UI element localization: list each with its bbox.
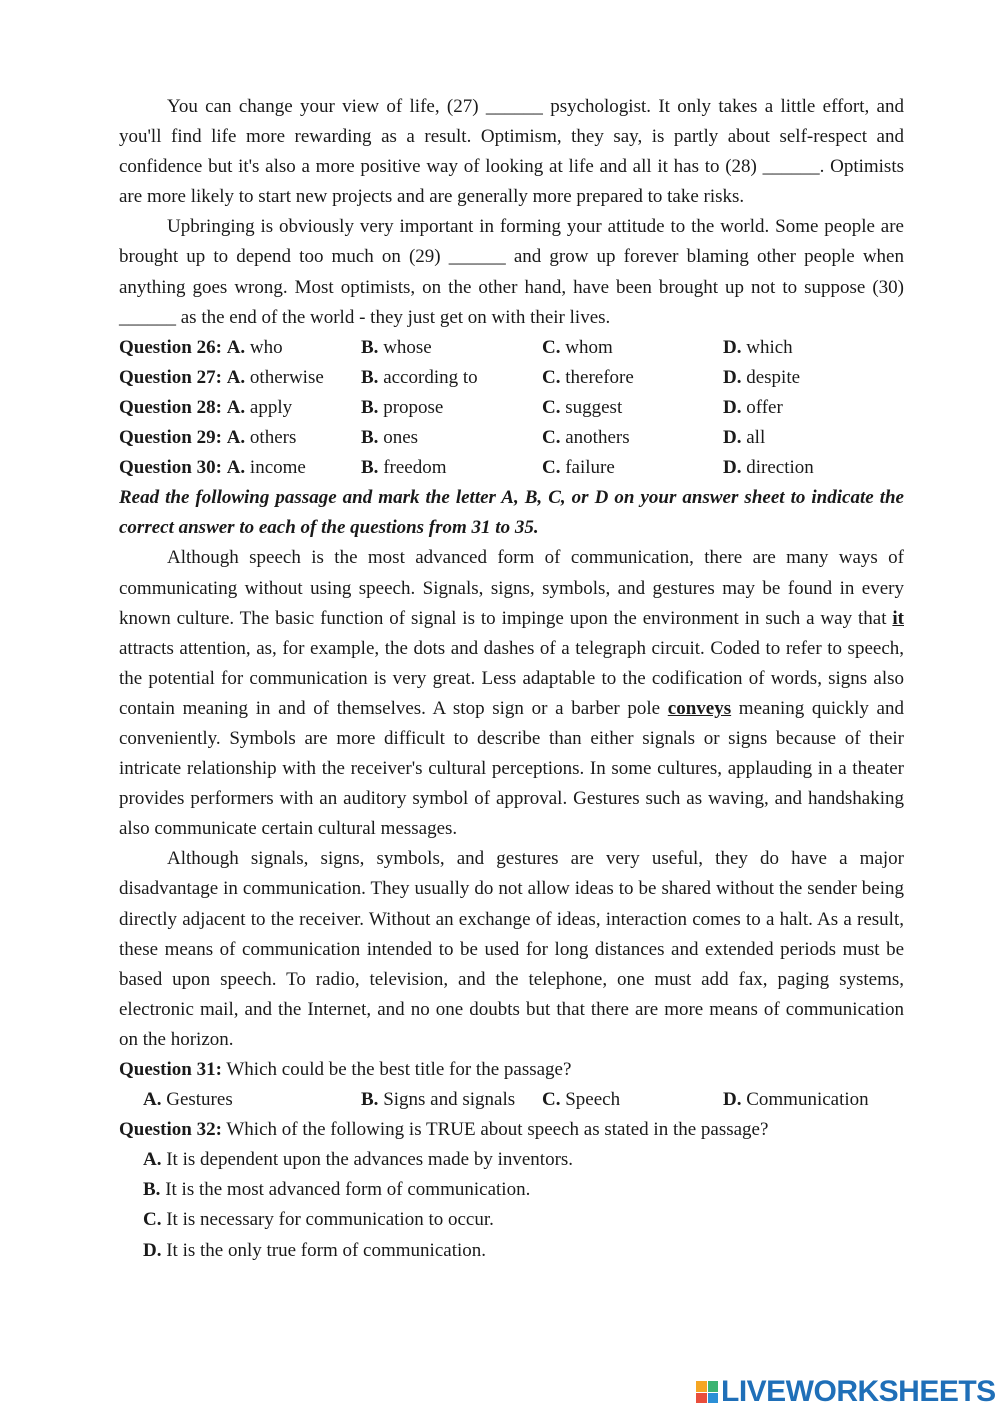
question-label: Question 30: bbox=[119, 457, 222, 479]
q32-option-d-text: It is the only true form of communication. bbox=[166, 1239, 486, 1261]
option-letter-b: B. bbox=[361, 336, 379, 358]
option-text-d: despite bbox=[746, 366, 801, 388]
option-letter-c: C. bbox=[542, 1089, 561, 1111]
cloze-option-c[interactable] bbox=[542, 393, 723, 423]
option-letter-d: D. bbox=[723, 457, 742, 479]
cloze-option-c[interactable] bbox=[542, 423, 723, 453]
cloze-option-a[interactable] bbox=[119, 333, 361, 363]
option-letter-a: A. bbox=[226, 396, 246, 418]
option-text-d: direction bbox=[746, 457, 814, 479]
underlined-word-conveys: conveys bbox=[667, 697, 732, 719]
reading-instruction: Read the following passage and mark the letter A, B, C, or D on your answer sheet to indicate the correct answer to each of the questions from 31 to 35. bbox=[119, 487, 904, 539]
option-text-b: freedom bbox=[383, 457, 447, 479]
question-label: Question 29: bbox=[119, 427, 222, 449]
option-text-c: suggest bbox=[565, 396, 623, 418]
cloze-question-26 bbox=[119, 333, 904, 363]
question-31-label: Question 31: bbox=[119, 1059, 222, 1080]
passage2-paragraph-2: Although signals, signs, symbols, and gestures are very useful, they do have a major disadvantage in communication. They usually do not allow ideas to be shared without the sender being directly adjacent to the receiver. Without an exchange of ideas, interaction comes to a halt. As a result, these means of communication intended to be used for long distances and extended periods must be based upon speech. To radio, television, and the telephone, one must add fax, paging systems, electronic mail, and the Internet, and no one doubts but that there are more means of communication on the horizon. bbox=[119, 848, 904, 1050]
option-letter-c: C. bbox=[542, 457, 561, 479]
option-letter-b: B. bbox=[143, 1179, 161, 1201]
liveworksheets-logo-icon bbox=[696, 1381, 718, 1403]
passage1-paragraph-1: You can change your view of life, (27) ______ psychologist. It only takes a little effort, and you'll find life more rewarding as a result. Optimism, they say, is partly about self-respect and confidence but it's also a more positive way of looking at life and all it has to (28) ______. Optimists are more likely to start new projects and are generally more prepared to take risks. bbox=[119, 96, 904, 208]
option-letter-c: C. bbox=[542, 336, 561, 358]
option-letter-c: C. bbox=[542, 396, 561, 418]
option-text-d: which bbox=[746, 336, 793, 358]
option-text-c: anothers bbox=[565, 427, 630, 449]
option-text-c: whom bbox=[565, 336, 613, 358]
cloze-option-b[interactable] bbox=[361, 423, 542, 453]
q32-option-b[interactable] bbox=[119, 1175, 904, 1205]
worksheet-page bbox=[119, 92, 904, 1266]
passage2-paragraph-1 bbox=[119, 543, 904, 844]
question-label: Question 28: bbox=[119, 396, 222, 418]
option-letter-d: D. bbox=[723, 396, 742, 418]
cloze-question-29 bbox=[119, 423, 904, 453]
cloze-option-d[interactable] bbox=[723, 423, 904, 453]
question-label: Question 27: bbox=[119, 366, 222, 388]
q31-option-d-text: Communication bbox=[746, 1089, 869, 1111]
option-letter-b: B. bbox=[361, 1089, 379, 1111]
option-letter-d: D. bbox=[723, 427, 742, 449]
q31-option-c-text: Speech bbox=[565, 1089, 621, 1111]
cloze-option-c[interactable] bbox=[542, 333, 723, 363]
option-letter-a: A. bbox=[226, 336, 246, 358]
option-letter-c: C. bbox=[542, 427, 561, 449]
option-letter-d: D. bbox=[143, 1239, 162, 1261]
option-letter-b: B. bbox=[361, 396, 379, 418]
question-32-stem: Which of the following is TRUE about speech as stated in the passage? bbox=[226, 1119, 769, 1141]
question-32-label: Question 32: bbox=[119, 1119, 222, 1141]
cloze-question-30 bbox=[119, 453, 904, 483]
option-letter-d: D. bbox=[723, 366, 742, 388]
question-31-stem: Which could be the best title for the passage? bbox=[226, 1059, 572, 1080]
option-text-d: offer bbox=[746, 396, 783, 418]
option-text-a: apply bbox=[249, 396, 293, 418]
cloze-option-b[interactable] bbox=[361, 363, 542, 393]
q32-option-b-text: It is the most advanced form of communication. bbox=[165, 1179, 531, 1201]
cloze-option-d[interactable] bbox=[723, 333, 904, 363]
cloze-option-a[interactable] bbox=[119, 453, 361, 483]
passage2-text-1: Although speech is the most advanced form of communication, there are many ways of communicating without using speech. Signals, signs, symbols, and gestures may be found in every known culture. The basic function of signal is to impinge upon the environment in such a way that bbox=[119, 547, 904, 629]
question-31 bbox=[119, 1055, 904, 1085]
q31-option-a[interactable] bbox=[143, 1085, 361, 1115]
option-text-b: ones bbox=[383, 427, 419, 449]
passage1-paragraph-2: Upbringing is obviously very important in forming your attitude to the world. Some people are brought up to depend too much on (29) ______ and grow up forever blaming other people when anything goes wrong. Most optimists, on the other hand, have been brought up not to suppose (30) ______ as the end of the world - they just get on with their lives. bbox=[119, 216, 904, 328]
option-letter-b: B. bbox=[361, 427, 379, 449]
cloze-option-b[interactable] bbox=[361, 393, 542, 423]
cloze-option-d[interactable] bbox=[723, 453, 904, 483]
option-letter-a: A. bbox=[143, 1149, 162, 1171]
passage2-text-3: meaning quickly and conveniently. Symbols are more difficult to describe than either signals or signs because of their intricate relationship with the receiver's cultural perceptions. In some cultures, applauding in a theater provides performers with an auditory symbol of approval. Gestures such as waving, and handshaking also communicate certain cultural messages. bbox=[119, 697, 904, 840]
option-letter-a: A. bbox=[143, 1089, 162, 1111]
option-text-c: therefore bbox=[565, 366, 634, 388]
cloze-question-27 bbox=[119, 363, 904, 393]
option-letter-d: D. bbox=[723, 336, 742, 358]
option-letter-c: C. bbox=[143, 1209, 162, 1231]
q32-option-d[interactable] bbox=[119, 1236, 904, 1266]
q32-option-c[interactable] bbox=[119, 1205, 904, 1235]
cloze-option-d[interactable] bbox=[723, 363, 904, 393]
option-text-c: failure bbox=[565, 457, 615, 479]
option-letter-b: B. bbox=[361, 457, 379, 479]
option-letter-a: A. bbox=[226, 366, 246, 388]
option-letter-a: A. bbox=[226, 457, 246, 479]
option-letter-d: D. bbox=[723, 1089, 742, 1111]
option-text-a: who bbox=[249, 336, 283, 358]
cloze-option-a[interactable] bbox=[119, 393, 361, 423]
question-32 bbox=[119, 1115, 904, 1145]
cloze-option-b[interactable] bbox=[361, 333, 542, 363]
option-text-a: otherwise bbox=[249, 366, 324, 388]
question-31-options bbox=[119, 1085, 904, 1115]
cloze-option-d[interactable] bbox=[723, 393, 904, 423]
cloze-option-a[interactable] bbox=[119, 363, 361, 393]
option-letter-c: C. bbox=[542, 366, 561, 388]
option-text-a: income bbox=[249, 457, 306, 479]
liveworksheets-logo bbox=[696, 1377, 996, 1407]
option-letter-b: B. bbox=[361, 366, 379, 388]
underlined-word-it: it bbox=[892, 607, 904, 629]
option-text-a: others bbox=[249, 427, 297, 449]
option-text-b: according to bbox=[383, 366, 478, 388]
cloze-question-28 bbox=[119, 393, 904, 423]
cloze-option-b[interactable] bbox=[361, 453, 542, 483]
option-letter-a: A. bbox=[226, 427, 246, 449]
option-text-b: propose bbox=[383, 396, 444, 418]
cloze-option-c[interactable] bbox=[542, 363, 723, 393]
q31-option-a-text: Gestures bbox=[166, 1089, 233, 1111]
q31-option-b[interactable] bbox=[361, 1085, 542, 1115]
logo-text: LIVEWORKSHEETS bbox=[721, 1375, 996, 1408]
q31-option-c[interactable] bbox=[542, 1085, 723, 1115]
q32-option-a[interactable] bbox=[119, 1145, 904, 1175]
q31-option-b-text: Signs and signals bbox=[383, 1089, 516, 1111]
cloze-option-c[interactable] bbox=[542, 453, 723, 483]
option-text-b: whose bbox=[383, 336, 432, 358]
question-label: Question 26: bbox=[119, 336, 222, 358]
passage2-text-2: attracts attention, as, for example, the dots and dashes of a telegraph circuit. Coded to refer to speech, the potential for communication is very great. Less adaptable to the codification of words, signs also contain meaning in and of themselves. A stop sign or a barber pole bbox=[119, 637, 904, 719]
q31-option-d[interactable] bbox=[723, 1085, 869, 1115]
cloze-question-list bbox=[119, 333, 904, 483]
q32-option-c-text: It is necessary for communication to occur. bbox=[166, 1209, 494, 1231]
cloze-option-a[interactable] bbox=[119, 423, 361, 453]
q32-option-a-text: It is dependent upon the advances made by inventors. bbox=[166, 1149, 574, 1171]
option-text-d: all bbox=[746, 427, 766, 449]
